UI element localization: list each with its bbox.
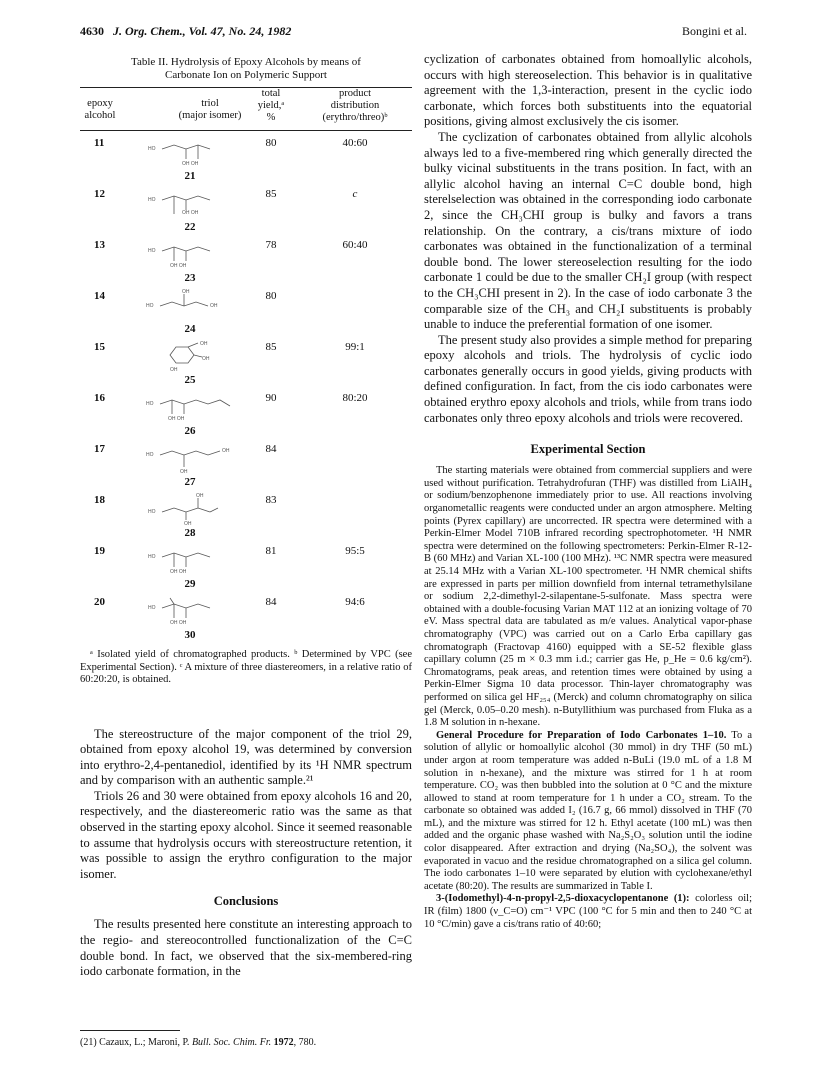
- structure-drawing: [140, 339, 244, 372]
- table-row: 17 HO OH OH 27 84: [94, 443, 277, 488]
- svg-text:OH: OH: [180, 469, 188, 474]
- svg-text:OH: OH: [196, 493, 204, 499]
- svg-text:OH: OH: [222, 448, 230, 454]
- structure-drawing: [140, 135, 244, 168]
- body-paragraph: The cyclization of carbonates obtained from allylic alcohols always led to a five-membered ring which generally directed the bulky vicinal substituents in the trans position. In fact, with an allylic alcohol having an internal C=C double bond, high sterelselection was obtained in the corresponding iodo carbonate 2, since the CH₃CHI group is bulky and favors a trans relationship. On the contrary, a cis/trans mixture of iodo carbonates was obtained in the functionalization of a terminal double bond. The lower stereoselection resulting for the iodo carbonate 1 could be due to the smaller CH₂I group (with respect to the CH₃CHI present in 2). In the case of iodo carbonate 3 the comparable size of the CH₃ and CH₂I substituents is probably unable to induce the preferential formation of one isomer.: [424, 129, 752, 332]
- page-header: [80, 24, 747, 42]
- section-heading-conclusions: Conclusions: [213, 894, 279, 909]
- svg-text:OH OH: OH OH: [168, 416, 185, 422]
- svg-text:HO: HO: [148, 197, 156, 203]
- structure-drawing: [140, 186, 244, 219]
- svg-text:OH: OH: [210, 303, 218, 309]
- right-column: [424, 52, 752, 931]
- compound-paragraph: 3-(Iodomethyl)-4-n-propyl-2,5-dioxacyclopentanone (1): colorless oil; IR (film) 1800 (ν_C=O) cm⁻¹ VPC (100 °C for 5 min and then to 240 °C at 10 °C/min) gave a cis/trans ratio of 40:60;: [424, 893, 752, 930]
- table-body: [80, 135, 412, 645]
- left-column: [80, 52, 412, 980]
- svg-text:OH OH: OH OH: [170, 620, 187, 626]
- table-row: 18 HO OH OH 28 83: [94, 493, 277, 539]
- experimental-paragraph: The starting materials were obtained from commercial suppliers and were used without purification. Tetrahydrofuran (THF) was distilled from LiAlH₄ or sodium/benzophenone immediately prior to use. All reactions involving organometallic reagents were conducted under an argon atmosphere. Melting points (Pyrex capillary) are uncorrected. IR spectra were determined with a Perkin-Elmer Model 710B infrared recording spectrophotometer. ¹H NMR spectra were determined on the following spectrometers: Perkin-Elmer R-12-B (60 MHz) and Varian XL-100 (100 MHz). ¹³C NMR spectra were measured at 25.14 MHz with a Varian XL-100 spectrometer. ¹H NMR chemical shifts are expressed in parts per million downfield from internal tetramethylsilane or sodium 2,2-dimethyl-2-silapentane-5-sulfonate. Mass spectra were obtained with a double-focusing Varian MAT 112 at an ionizing voltage of 70 eV. Mass spectral data are tabulated as m/e values. Analytical vapor-phase chromatography (VPC) was carried out on a Carlo Erba capillary gas chromatograph (Fractovap 4160) equipped with a SE-52 flexible glass capillary column (25 m × 0.3 mm i.d.; carrier gas He, p_He = 0.6 kg/cm²). Chromatograms, peak areas, and retention times were obtained by using a Perkin-Elmer Sigma 10 data processor. Thin-layer chromatography was performed on silica gel HF₂₅₄ (Merck) and column chromatography on silica gel (Merck, 0.05–0.20 mesh). n-Butyllithium was purchased from Fluka as a 1.8 M solution in n-hexane.: [424, 465, 752, 729]
- body-paragraph: Triols 26 and 30 were obtained from epoxy alcohols 16 and 20, respectively, and the diastereomeric ratio was the same as that observed in the starting epoxy alcohol. Since it seemed reasonable to assume that hydrolysis occurs with stereostructure retention, it was possible to assign the erythro configuration to the major isomer.: [80, 788, 412, 881]
- table-row: 15 OH OH OH 25 85 99:1: [94, 341, 365, 386]
- structure-drawing: [140, 237, 244, 270]
- svg-text:OH: OH: [182, 289, 190, 295]
- svg-text:OH OH: OH OH: [170, 263, 187, 269]
- table-row: 11 HO OH OH 21 80 40:60: [94, 137, 368, 182]
- col-header-distribution: product distribution (erythro/threo)ᵇ: [322, 88, 388, 123]
- col-header-triol: triol (major isomer): [178, 98, 242, 121]
- structure-drawing: [140, 390, 244, 423]
- svg-text:OH OH: OH OH: [182, 161, 199, 167]
- table-row: 13 HO OH OH 23 78 60:40: [94, 239, 368, 284]
- table-row: 16 HO OH OH 26 90 80:20: [94, 392, 368, 437]
- footnote-rule: [80, 1030, 180, 1031]
- procedure-paragraph: General Procedure for Preparation of Iodo Carbonates 1–10. To a solution of allylic or homoallylic alcohol (30 mmol) in dry THF (50 mL) under argon at room temperature was added n-BuLi (19.0 mL of a 1.8 M solution in n-hexane), and the mixture was stirred for 1 h at room temperature. CO₂ was then bubbled into the solution at 0 °C and the mixture allowed to stand at room temperature for 1 h under a CO₂ stream. To the carbonate so obtained was added I₂ (16.7 g, 66 mmol) dissolved in THF (70 mL), and the mixture was stirred for 12 h. Ethyl acetate (100 mL) was then added and the organic phase washed with Na₂S₂O₃ solution until the iodine color disappeared. After extraction and drying (Na₂SO₄), the solvent was evaporated in vacuo and the residue chromatographed on a silica gel column. The iodo carbonates 1–10 were separated by elution with cyclohexane/ethyl acetate (80:20). The results are summarized in Table I.: [424, 729, 752, 892]
- table-row: 14 HO OH OH 24 80: [94, 289, 277, 335]
- body-paragraph: The stereostructure of the major component of the triol 29, obtained from epoxy alcohol 19, was determined by conversion into erythro-2,4-pentanediol, identified by its ¹H NMR spectrum and by comparison with an authentic sample.²¹: [80, 726, 412, 788]
- structure-drawing: [140, 543, 244, 576]
- svg-text:OH: OH: [202, 356, 210, 362]
- journal-citation: J. Org. Chem., Vol. 47, No. 24, 1982: [113, 24, 292, 38]
- svg-text:HO: HO: [148, 509, 156, 515]
- svg-text:OH: OH: [200, 341, 208, 347]
- svg-text:OH OH: OH OH: [170, 569, 187, 575]
- table-row: 12 HO OH OH 22 85 c: [94, 188, 358, 233]
- reference-21: (21) Cazaux, L.; Maroni, P. Bull. Soc. Chim. Fr. 1972, 780.: [80, 1037, 317, 1048]
- structure-drawing: [140, 288, 244, 321]
- section-heading-experimental: Experimental Section: [530, 442, 646, 457]
- table-caption: Table II. Hydrolysis of Epoxy Alcohols by means of Carbonate Ion on Polymeric Support: [131, 56, 361, 81]
- table-header: [80, 88, 412, 128]
- table-row: 20 HO OH OH 30 84 94:6: [94, 596, 365, 641]
- svg-text:HO: HO: [148, 248, 156, 254]
- table-footnote: ᵃ Isolated yield of chromatographed products. ᵇ Determined by VPC (see Experimental Section). ᶜ A mixture of three diastereomers, in a relative ratio of 60:20:20, is obtained.: [80, 649, 412, 685]
- svg-text:OH: OH: [170, 367, 178, 372]
- svg-text:HO: HO: [148, 146, 156, 152]
- body-paragraph: The results presented here constitute an interesting approach to the regio- and stereocontrolled functionalization of the C=C double bond. In fact, we observed that the six-membered-ring iodo carbonate formation, in the: [80, 917, 412, 979]
- page-number: 4630: [80, 24, 104, 38]
- svg-text:HO: HO: [146, 303, 154, 309]
- svg-text:OH: OH: [184, 521, 192, 525]
- table-header-rule: [80, 130, 412, 131]
- svg-text:HO: HO: [146, 452, 154, 458]
- running-authors: Bongini et al.: [682, 24, 747, 38]
- body-paragraph: cyclization of carbonates obtained from homoallylic alcohols, occurs with high stereoselection. This behavior is in qualitative agreement with the 1,3-interaction, present in the cyclic iodo carbonate, which forces both substituents into the equatorial positions, giving almost exclusively the cis isomer.: [424, 52, 752, 129]
- table-row: 19 HO OH OH 29 81 95:5: [94, 545, 365, 590]
- col-header-yield: total yield,ᵃ %: [257, 88, 285, 123]
- svg-text:HO: HO: [148, 554, 156, 560]
- structure-drawing: [140, 441, 244, 474]
- svg-text:HO: HO: [148, 605, 156, 611]
- svg-text:OH OH: OH OH: [182, 210, 199, 216]
- body-paragraph: The present study also provides a simple method for preparing epoxy alcohols and triols. The hydrolysis of cyclic iodo carbonates generally occurs in good yields, giving products with defined configuration. In fact, from the cis iodo carbonates were obtained erythro epoxy alcohols and triols, while from trans iodo carbonates only threo epoxy alcohols and triols were recovered.: [424, 332, 752, 425]
- svg-text:HO: HO: [146, 401, 154, 407]
- col-header-epoxy: epoxy alcohol: [84, 98, 116, 121]
- structure-drawing: [140, 492, 244, 525]
- structure-drawing: [140, 594, 244, 627]
